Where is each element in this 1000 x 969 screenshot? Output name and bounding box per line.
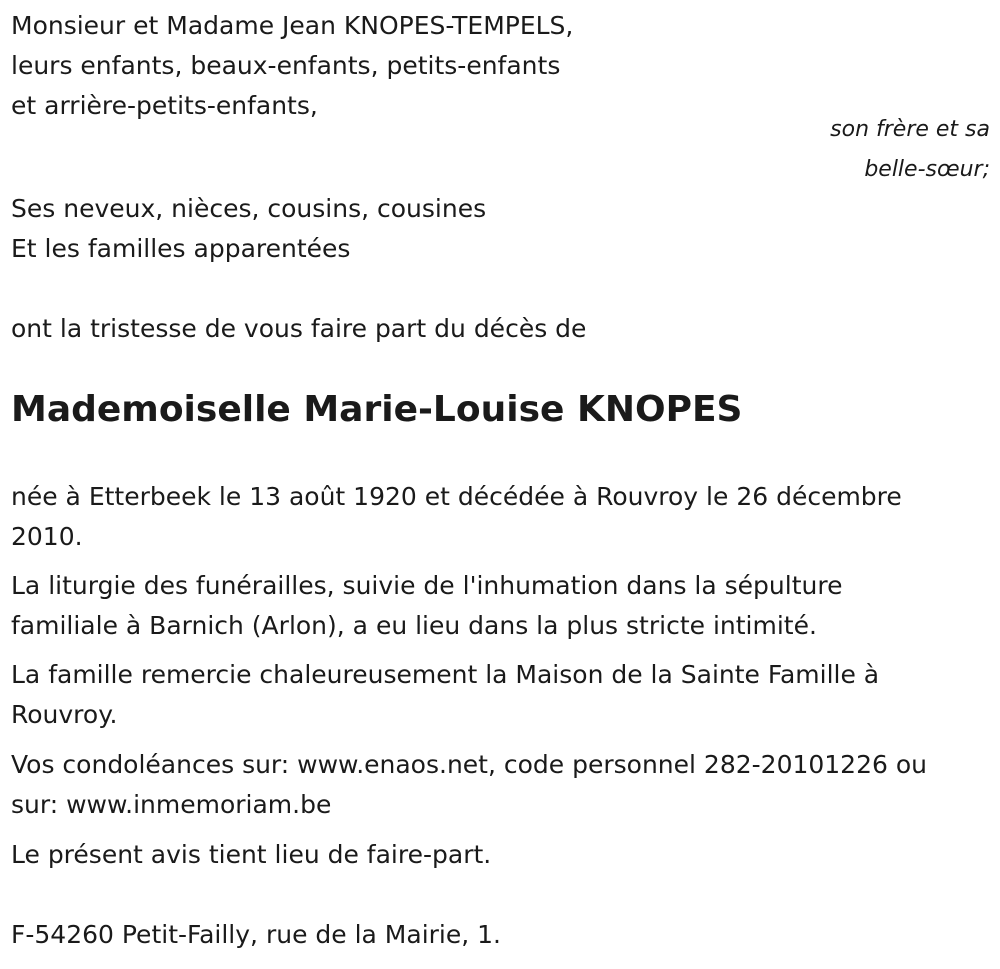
condolences-line-1: Vos condoléances sur: www.enaos.net, code personnel 282-20101226 ou <box>11 750 927 779</box>
funeral-line-2: familiale à Barnich (Arlon), a eu lieu dans la plus stricte intimité. <box>11 611 817 640</box>
birth-death-line-1: née à Etterbeek le 13 août 1920 et décédée à Rouvroy le 26 décembre <box>11 482 902 511</box>
address: F-54260 Petit-Failly, rue de la Mairie, 1. <box>11 920 501 949</box>
family-line-4: Ses neveux, nièces, cousins, cousines <box>11 194 487 223</box>
notice-statement: Le présent avis tient lieu de faire-part. <box>11 840 492 869</box>
condolences-line-2: sur: www.inmemoriam.be <box>11 790 332 819</box>
relation-line-1: son frère et sa <box>830 117 990 142</box>
thanks-line-1: La famille remercie chaleureusement la Maison de la Sainte Famille à <box>11 660 880 689</box>
family-line-5: Et les familles apparentées <box>11 234 351 263</box>
announcement-text: ont la tristesse de vous faire part du décès de <box>11 314 587 343</box>
birth-death-line-2: 2010. <box>11 522 83 551</box>
family-line-3: et arrière-petits-enfants, <box>11 91 318 120</box>
thanks-line-2: Rouvroy. <box>11 700 118 729</box>
family-line-2: leurs enfants, beaux-enfants, petits-enfants <box>11 51 561 80</box>
funeral-line-1: La liturgie des funérailles, suivie de l'inhumation dans la sépulture <box>11 571 843 600</box>
family-line-1: Monsieur et Madame Jean KNOPES-TEMPELS, <box>11 11 574 40</box>
deceased-name: Mademoiselle Marie-Louise KNOPES <box>11 389 743 430</box>
relation-line-2: belle-sœur; <box>864 157 990 182</box>
